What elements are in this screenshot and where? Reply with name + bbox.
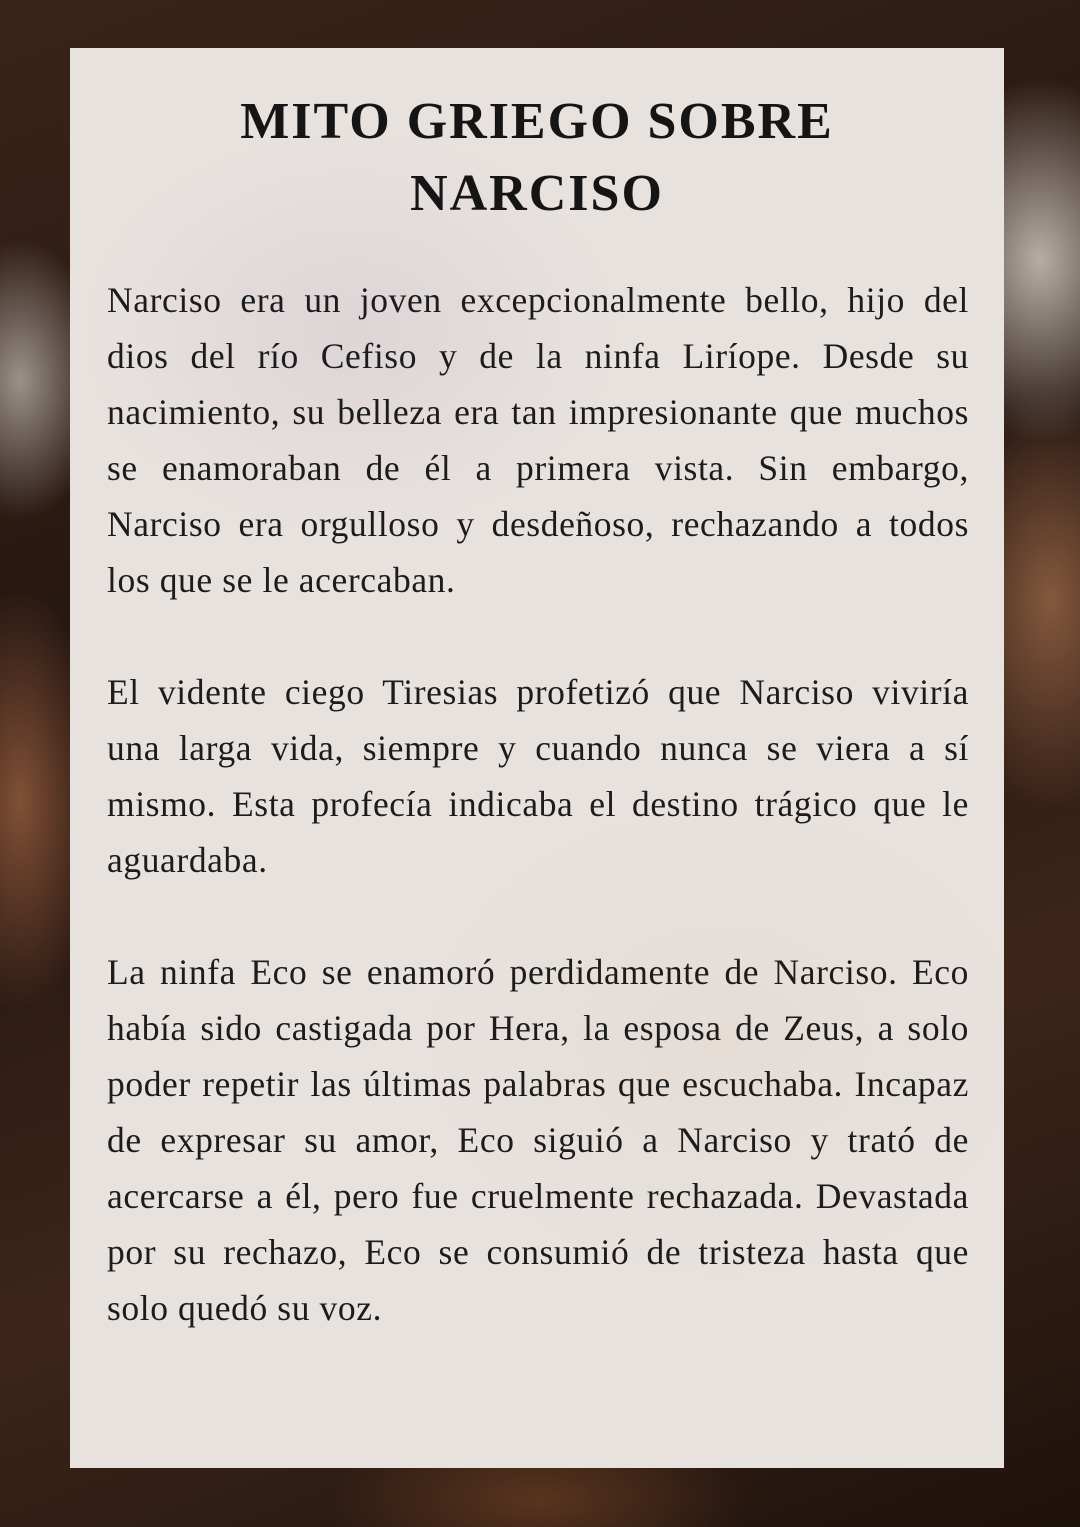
paragraph: El vidente ciego Tiresias profetizó que Narciso viviría una larga vida, siempre y cuando nunca se viera a sí mismo. Esta profecía indicaba el destino trágico que le aguardaba. (107, 672, 969, 880)
title-line-1: MITO GRIEGO SOBRE (240, 93, 834, 150)
paragraph: Narciso era un joven excepcionalmente bello, hijo del dios del río Cefiso y de la ninfa Liríope. Desde su nacimiento, su belleza era tan impresionante que muchos se enamoraban de él a primera vista. Sin embargo, Narciso era orgulloso y desdeñoso, rechazando a todos los que se le acercaban. (107, 280, 969, 600)
body-text (107, 272, 969, 1392)
title-line-2: NARCISO (410, 165, 664, 222)
page-title (70, 86, 1004, 230)
paragraph: La ninfa Eco se enamoró perdidamente de Narciso. Eco había sido castigada por Hera, la esposa de Zeus, a solo poder repetir las últimas palabras que escuchaba. Incapaz de expresar su amor, Eco siguió a Narciso y trató de acercarse a él, pero fue cruelmente rechazada. Devastada por su rechazo, Eco se consumió de tristeza hasta que solo quedó su voz. (107, 952, 969, 1328)
document-card (70, 48, 1004, 1468)
